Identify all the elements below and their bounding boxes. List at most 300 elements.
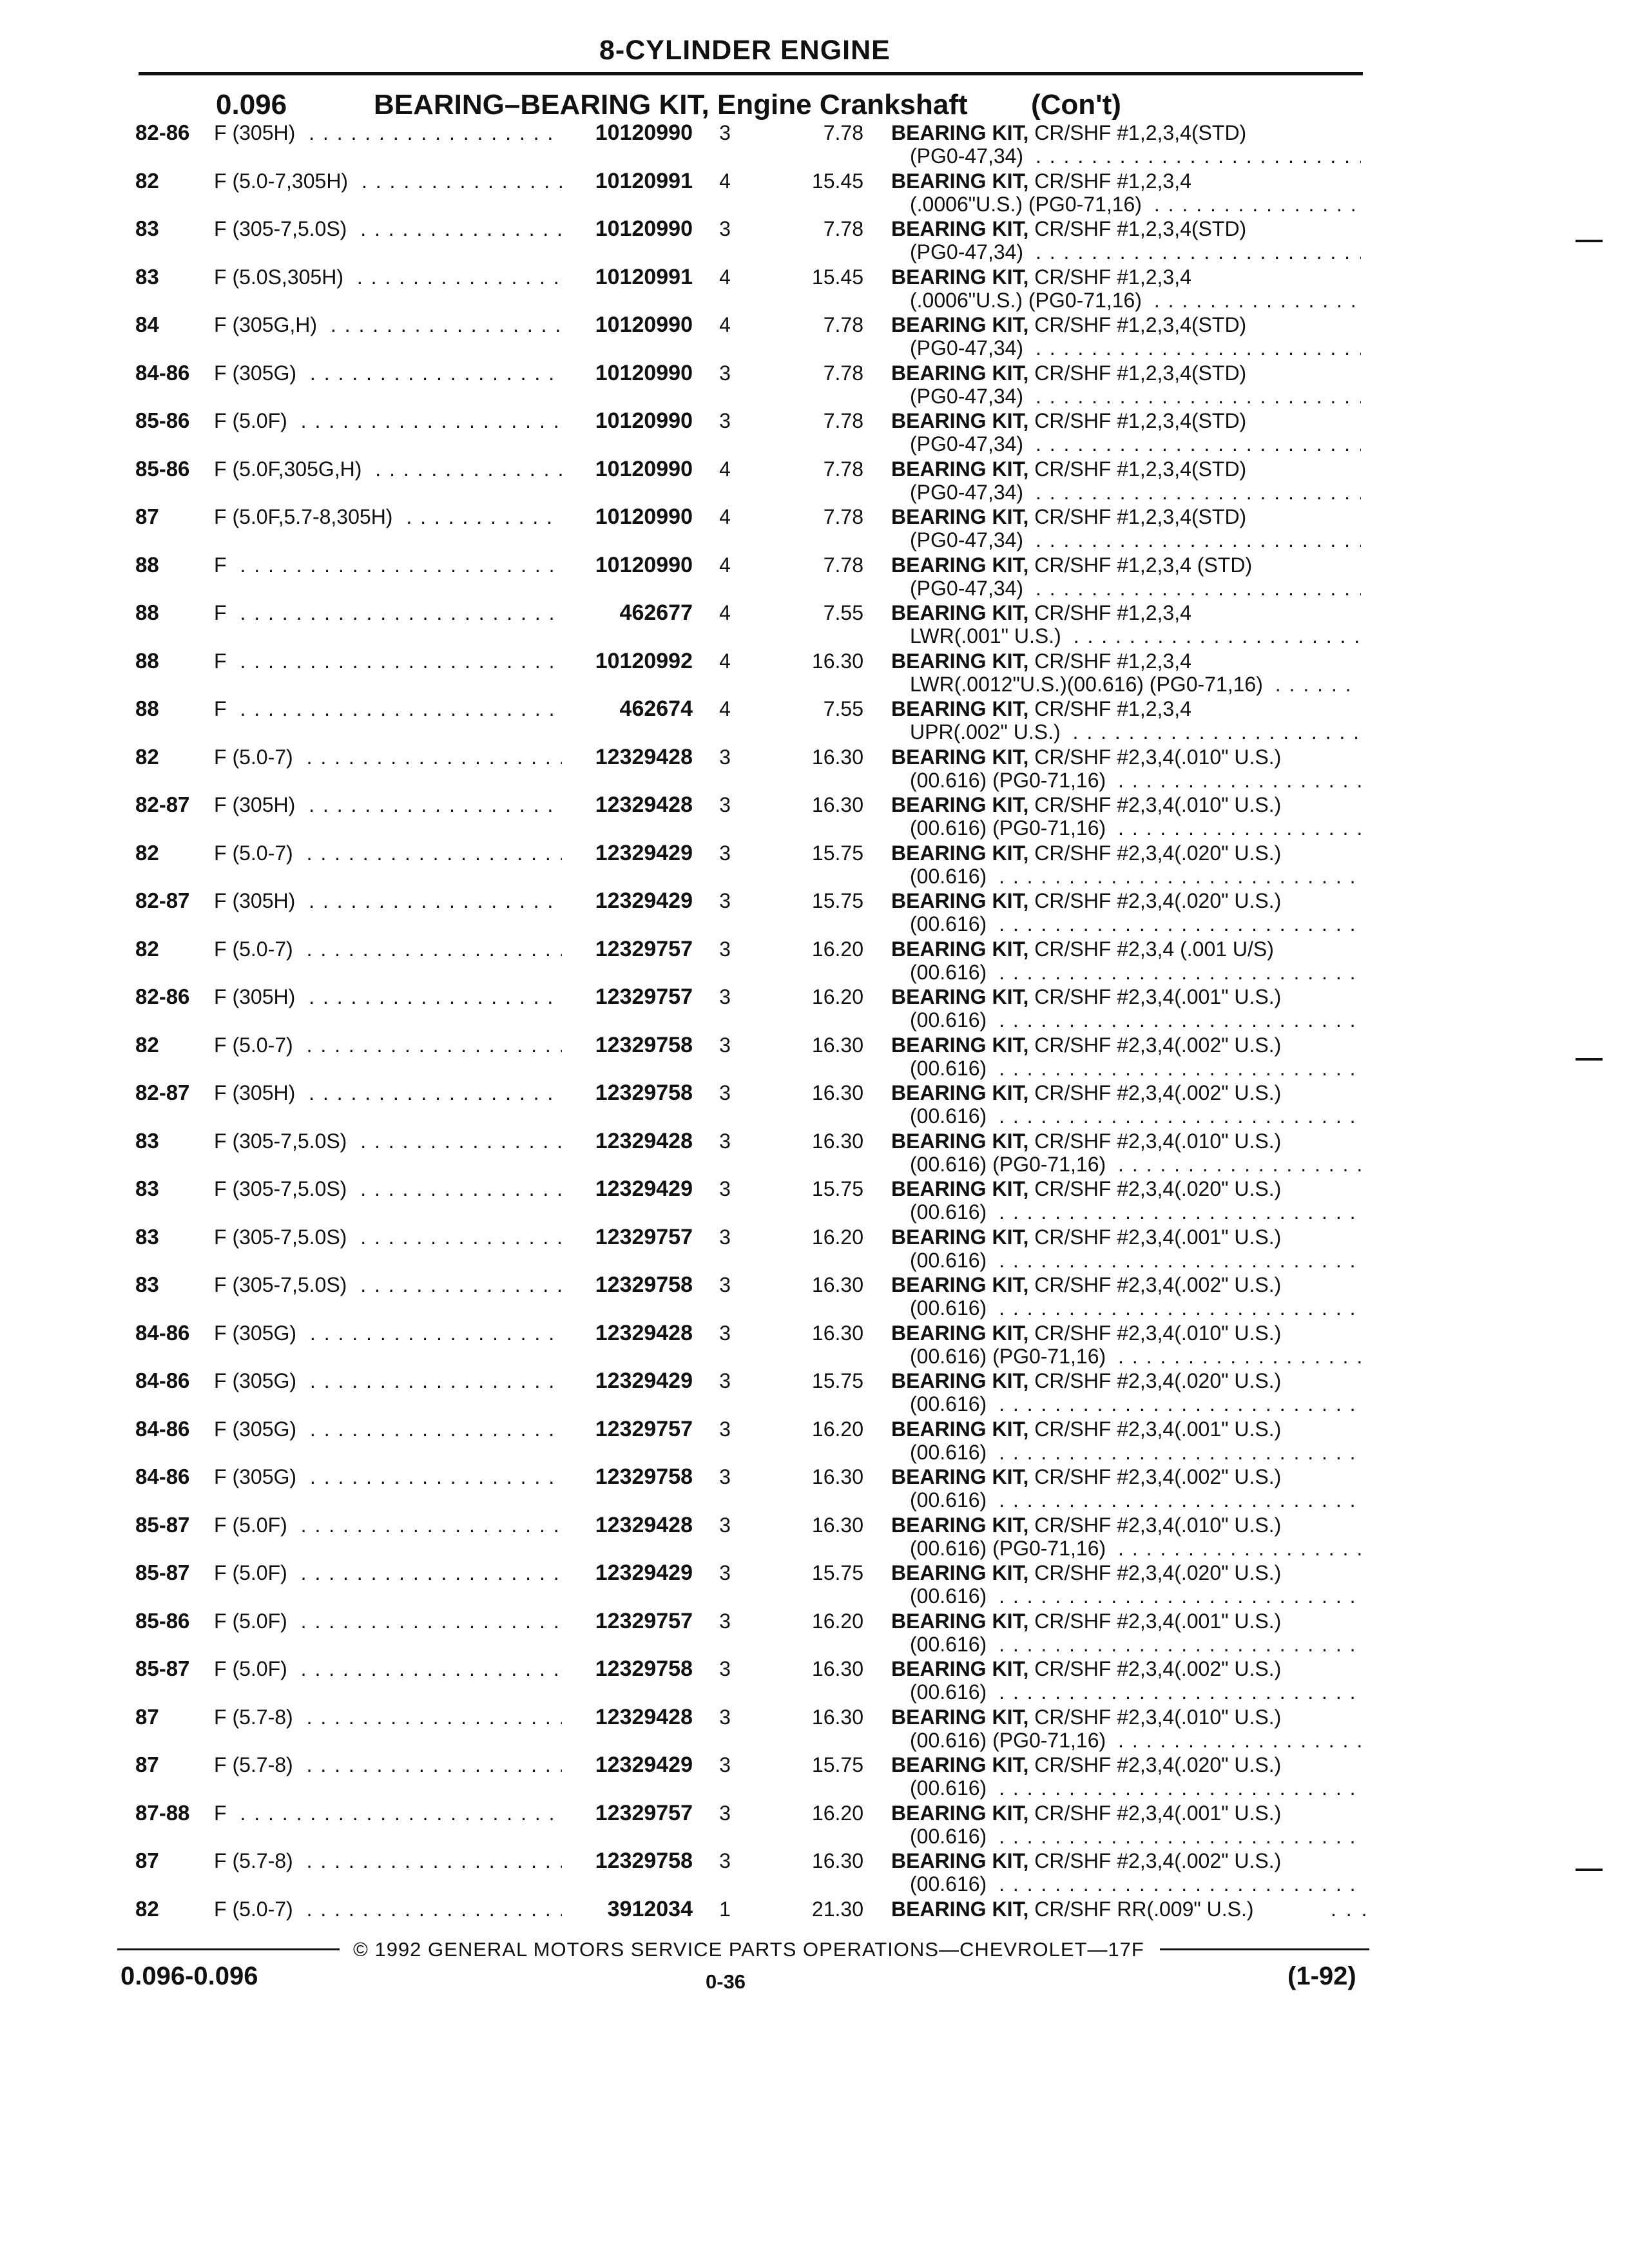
price-cell: 16.30 <box>811 1081 863 1104</box>
year-cell: 84-86 <box>135 1320 190 1345</box>
parts-row <box>0 1033 1629 1082</box>
description-continuation <box>910 577 1361 600</box>
price-cell: 16.20 <box>811 937 863 961</box>
price-cell: 15.75 <box>811 1369 863 1392</box>
year-cell: 84-86 <box>135 1369 190 1392</box>
parts-row <box>0 265 1629 314</box>
price-cell: 15.75 <box>811 841 863 865</box>
description-continuation-text: (PG0-47,34) <box>910 240 1028 264</box>
year-cell: 87 <box>135 1704 159 1729</box>
description-text: CR/SHF #2,3,4(.010" U.S.) <box>1034 1129 1282 1153</box>
model-cell-text: F (5.0F,5.7-8,305H) <box>214 505 399 528</box>
item-label: BEARING KIT, <box>891 217 1029 240</box>
description-continuation-text: (00.616) (PG0-71,16) <box>910 1729 1111 1752</box>
model-cell <box>214 1321 562 1345</box>
quantity-cell: 3 <box>719 793 731 816</box>
year-cell: 84-86 <box>135 1416 190 1441</box>
year-cell: 82 <box>135 1896 159 1921</box>
parts-row <box>0 1849 1629 1898</box>
item-label: BEARING KIT, <box>891 1513 1029 1537</box>
description-continuation <box>910 1825 1361 1848</box>
model-cell <box>214 1273 562 1296</box>
item-label: BEARING KIT, <box>891 1081 1029 1104</box>
model-cell <box>214 1225 562 1249</box>
price-cell: 15.75 <box>811 1177 863 1200</box>
description-text: CR/SHF #1,2,3,4(STD) <box>1034 409 1247 432</box>
year-cell: 83 <box>135 1128 159 1153</box>
item-label: BEARING KIT, <box>891 649 1029 673</box>
parts-row <box>0 601 1629 649</box>
parts-row <box>0 1225 1629 1274</box>
parts-row <box>0 121 1629 169</box>
description-cell <box>891 457 1246 481</box>
model-cell-text: F (5.0F) <box>214 409 294 432</box>
item-label: BEARING KIT, <box>891 313 1029 336</box>
part-number-cell: 12329757 <box>595 1224 693 1249</box>
price-cell: 16.30 <box>811 1465 863 1488</box>
description-continuation-text: (00.616) <box>910 1584 992 1608</box>
description-continuation <box>910 289 1361 312</box>
description-cell <box>891 1706 1281 1729</box>
part-number-cell: 10120990 <box>595 456 693 481</box>
year-cell: 88 <box>135 648 159 673</box>
description-cell <box>891 985 1281 1008</box>
price-cell: 16.30 <box>811 1849 863 1872</box>
quantity-cell: 3 <box>719 1801 731 1825</box>
description-continuation <box>910 1584 1361 1608</box>
parts-row <box>0 889 1629 937</box>
price-cell: 7.78 <box>823 553 863 577</box>
year-cell: 87 <box>135 1849 159 1872</box>
description-continuation-text: LWR(.001" U.S.) <box>910 624 1066 648</box>
part-number-cell: 10120992 <box>595 648 693 673</box>
year-cell: 85-86 <box>135 1608 190 1633</box>
description-continuation-text: (PG0-47,34) <box>910 432 1028 456</box>
model-cell-text: F (5.0F,305G,H) <box>214 457 368 481</box>
part-number-cell: 12329757 <box>595 1416 693 1441</box>
description-cell <box>891 1177 1281 1200</box>
item-label: BEARING KIT, <box>891 1897 1029 1921</box>
description-continuation-text: (PG0-47,34) <box>910 528 1028 552</box>
description-continuation <box>910 1249 1361 1272</box>
part-number-cell: 12329429 <box>595 1561 693 1585</box>
quantity-cell: 3 <box>719 1177 731 1200</box>
model-cell <box>214 265 562 289</box>
price-cell: 16.30 <box>811 745 863 769</box>
model-cell-text: F (305G) <box>214 361 303 385</box>
description-text: CR/SHF #2,3,4(.002" U.S.) <box>1034 1081 1282 1104</box>
description-text: CR/SHF #2,3,4 (.001 U/S) <box>1034 937 1274 961</box>
price-cell: 7.78 <box>823 457 863 481</box>
quantity-cell: 3 <box>719 841 731 865</box>
description-text: CR/SHF #2,3,4(.002" U.S.) <box>1034 1657 1282 1680</box>
quantity-cell: 3 <box>719 985 731 1008</box>
parts-row <box>0 1081 1629 1129</box>
model-cell-text: F (5.0F) <box>214 1514 294 1537</box>
price-cell: 15.75 <box>811 889 863 912</box>
description-cell <box>891 1753 1281 1776</box>
model-cell <box>214 889 562 912</box>
description-text: CR/SHF #2,3,4(.020" U.S.) <box>1034 841 1282 865</box>
price-cell: 7.55 <box>823 601 863 624</box>
year-cell: 83 <box>135 1273 159 1296</box>
footer-rule-left <box>117 1948 340 1950</box>
price-cell: 16.30 <box>811 1033 863 1057</box>
description-continuation <box>910 1441 1361 1464</box>
part-number-cell: 12329758 <box>595 1849 693 1873</box>
model-cell <box>214 1657 562 1680</box>
quantity-cell: 3 <box>719 1609 731 1633</box>
description-continuation <box>910 1296 1361 1320</box>
margin-mark <box>1576 1869 1603 1871</box>
quantity-cell: 4 <box>719 313 731 336</box>
model-cell-text: F <box>214 601 233 624</box>
description-continuation <box>910 528 1361 552</box>
title-rule <box>139 72 1363 75</box>
model-cell <box>214 217 562 240</box>
model-cell <box>214 1033 562 1057</box>
description-cell <box>891 265 1191 289</box>
description-text: CR/SHF #2,3,4(.002" U.S.) <box>1034 1273 1282 1296</box>
part-number-cell: 10120991 <box>595 264 693 289</box>
parts-row <box>0 553 1629 602</box>
description-continuation <box>910 1488 1361 1512</box>
quantity-cell: 4 <box>719 697 731 720</box>
description-continuation-text: (00.616) (PG0-71,16) <box>910 1153 1111 1176</box>
item-label: BEARING KIT, <box>891 1321 1029 1345</box>
description-text: CR/SHF #1,2,3,4(STD) <box>1034 121 1247 144</box>
model-cell-text: F (5.7-8) <box>214 1753 300 1776</box>
description-cell <box>891 409 1246 432</box>
part-number-cell: 12329428 <box>595 744 693 769</box>
section-continued: (Con't) <box>1031 89 1121 120</box>
part-number-cell: 10120990 <box>595 312 693 337</box>
part-number-cell: 12329429 <box>595 840 693 865</box>
parts-row <box>0 1369 1629 1418</box>
description-cell <box>891 1129 1281 1153</box>
model-cell <box>214 505 562 528</box>
quantity-cell: 3 <box>719 1081 731 1104</box>
part-number-cell: 10120990 <box>595 408 693 433</box>
section-number: 0.096 <box>216 89 287 120</box>
description-cell <box>891 1657 1281 1680</box>
description-continuation <box>910 144 1361 168</box>
description-continuation-text: (00.616) (PG0-71,16) <box>910 1537 1111 1560</box>
year-cell: 85-87 <box>135 1561 190 1584</box>
price-cell: 7.78 <box>823 313 863 336</box>
description-text: CR/SHF #2,3,4(.020" U.S.) <box>1034 1753 1282 1776</box>
quantity-cell: 4 <box>719 505 731 528</box>
description-continuation-text: (00.616) <box>910 1008 992 1032</box>
parts-row <box>0 1129 1629 1178</box>
model-cell-text: F (5.0-7) <box>214 745 300 769</box>
year-cell: 85-87 <box>135 1657 190 1680</box>
item-label: BEARING KIT, <box>891 1801 1029 1825</box>
parts-row <box>0 937 1629 986</box>
description-text: CR/SHF #1,2,3,4 <box>1034 265 1191 289</box>
part-number-cell: 12329429 <box>595 1177 693 1201</box>
model-cell <box>214 121 562 144</box>
description-text: CR/SHF #2,3,4(.010" U.S.) <box>1034 1705 1282 1729</box>
description-cell <box>891 1369 1281 1392</box>
description-cell <box>891 1514 1281 1537</box>
description-text: CR/SHF #2,3,4(.001" U.S.) <box>1034 1417 1282 1441</box>
model-cell-text: F (305H) <box>214 1081 302 1104</box>
description-text: CR/SHF #2,3,4(.010" U.S.) <box>1034 1321 1282 1345</box>
description-continuation <box>910 1680 1361 1704</box>
model-cell <box>214 1610 562 1633</box>
model-cell-text: F (5.0-7,305H) <box>214 169 354 193</box>
price-cell: 16.30 <box>811 793 863 816</box>
description-cell <box>891 1465 1281 1488</box>
model-cell <box>214 1802 562 1825</box>
description-cell <box>891 841 1281 865</box>
item-label: BEARING KIT, <box>891 1177 1029 1200</box>
parts-row <box>0 697 1629 745</box>
model-cell <box>214 1129 562 1153</box>
model-cell <box>214 1753 562 1776</box>
description-text: CR/SHF #2,3,4(.002" U.S.) <box>1034 1465 1282 1488</box>
quantity-cell: 3 <box>719 1705 731 1729</box>
part-number-cell: 12329757 <box>595 936 693 961</box>
item-label: BEARING KIT, <box>891 1273 1029 1296</box>
item-label: BEARING KIT, <box>891 841 1029 865</box>
quantity-cell: 3 <box>719 361 731 385</box>
description-text: CR/SHF #2,3,4(.001" U.S.) <box>1034 1801 1282 1825</box>
parts-row <box>0 841 1629 890</box>
description-text: CR/SHF #1,2,3,4(STD) <box>1034 457 1247 481</box>
parts-row <box>0 1418 1629 1466</box>
model-cell-text: F (305H) <box>214 793 302 816</box>
parts-row <box>0 409 1629 457</box>
model-cell-text: F (5.0F) <box>214 1657 294 1680</box>
description-cell <box>891 649 1191 673</box>
item-label: BEARING KIT, <box>891 937 1029 961</box>
description-text: CR/SHF #1,2,3,4(STD) <box>1034 361 1247 385</box>
description-text: CR/SHF #1,2,3,4 <box>1034 601 1191 624</box>
part-number-cell: 10120991 <box>595 168 693 193</box>
parts-row <box>0 505 1629 553</box>
model-cell-text: F (5.0F) <box>214 1610 294 1633</box>
item-label: BEARING KIT, <box>891 409 1029 432</box>
description-continuation-text: (00.616) (PG0-71,16) <box>910 1345 1111 1368</box>
description-continuation-text: (00.616) <box>910 1296 992 1320</box>
parts-row <box>0 1802 1629 1850</box>
description-cell <box>891 793 1281 816</box>
year-cell: 82-87 <box>135 889 190 912</box>
parts-row <box>0 313 1629 361</box>
model-cell-text: F (305-7,5.0S) <box>214 1225 353 1249</box>
item-label: BEARING KIT, <box>891 265 1029 289</box>
year-cell: 82-87 <box>135 1081 190 1104</box>
page-title: 8-CYLINDER ENGINE <box>599 35 891 66</box>
description-text: CR/SHF #1,2,3,4 <box>1034 169 1191 193</box>
year-cell: 82-86 <box>135 120 190 144</box>
model-cell-text: F (305-7,5.0S) <box>214 1177 353 1200</box>
description-cell <box>891 361 1246 385</box>
price-cell: 16.30 <box>811 1513 863 1537</box>
model-cell <box>214 601 562 624</box>
item-label: BEARING KIT, <box>891 697 1029 720</box>
price-cell: 15.75 <box>811 1753 863 1776</box>
year-cell: 88 <box>135 601 159 624</box>
model-cell-text: F (305G,H) <box>214 313 323 336</box>
description-text: CR/SHF #2,3,4(.001" U.S.) <box>1034 985 1282 1008</box>
item-label: BEARING KIT, <box>891 1609 1029 1633</box>
description-continuation <box>910 1537 1361 1560</box>
description-continuation <box>910 336 1361 360</box>
description-continuation <box>910 1057 1361 1080</box>
year-cell: 82-86 <box>135 985 190 1008</box>
description-text: CR/SHF #2,3,4(.020" U.S.) <box>1034 889 1282 912</box>
price-cell: 7.55 <box>823 697 863 720</box>
description-cell <box>891 601 1191 624</box>
item-label: BEARING KIT, <box>891 121 1029 144</box>
parts-row <box>0 649 1629 698</box>
price-cell: 16.30 <box>811 1273 863 1296</box>
model-cell <box>214 1465 562 1488</box>
description-text: CR/SHF #2,3,4(.001" U.S.) <box>1034 1225 1282 1249</box>
item-label: BEARING KIT, <box>891 889 1029 912</box>
item-label: BEARING KIT, <box>891 793 1029 816</box>
description-continuation <box>910 240 1361 264</box>
part-number-cell: 12329758 <box>595 1273 693 1297</box>
leader-dots: . . . <box>1331 1897 1369 1921</box>
price-cell: 16.20 <box>811 985 863 1008</box>
description-continuation-text: (00.616) <box>910 1633 992 1656</box>
description-continuation-text: (00.616) <box>910 1872 992 1896</box>
description-cell <box>891 1849 1281 1872</box>
description-cell <box>891 745 1281 769</box>
year-cell: 83 <box>135 1177 159 1200</box>
price-cell: 16.30 <box>811 1657 863 1680</box>
description-continuation-text: (00.616) <box>910 1249 992 1272</box>
description-text: CR/SHF #1,2,3,4 <box>1034 697 1191 720</box>
footer-page-number: 0-36 <box>706 1970 746 1993</box>
model-cell-text: F (5.0-7) <box>214 1898 300 1921</box>
model-cell-text: F (305-7,5.0S) <box>214 1129 353 1153</box>
item-label: BEARING KIT, <box>891 1753 1029 1776</box>
description-continuation-text: (PG0-47,34) <box>910 481 1028 504</box>
description-text: CR/SHF #2,3,4(.020" U.S.) <box>1034 1561 1282 1584</box>
part-number-cell: 12329429 <box>595 1753 693 1777</box>
description-text: CR/SHF #1,2,3,4(STD) <box>1034 217 1247 240</box>
parts-row <box>0 1465 1629 1514</box>
description-cell <box>891 1033 1281 1057</box>
quantity-cell: 4 <box>719 265 731 289</box>
description-cell <box>891 169 1191 193</box>
quantity-cell: 3 <box>719 1561 731 1584</box>
price-cell: 16.30 <box>811 1705 863 1729</box>
description-continuation <box>910 769 1361 792</box>
description-continuation <box>910 385 1361 408</box>
description-continuation <box>910 673 1361 696</box>
year-cell: 84 <box>135 312 159 336</box>
description-continuation <box>910 481 1361 504</box>
price-cell: 15.45 <box>811 169 863 193</box>
model-cell <box>214 553 562 577</box>
price-cell: 7.78 <box>823 217 863 240</box>
quantity-cell: 3 <box>719 1369 731 1392</box>
year-cell: 87 <box>135 1753 159 1776</box>
description-continuation-text: (00.616) <box>910 912 992 936</box>
description-text: CR/SHF #1,2,3,4(STD) <box>1034 313 1247 336</box>
description-continuation-text: (PG0-47,34) <box>910 144 1028 168</box>
quantity-cell: 4 <box>719 169 731 193</box>
part-number-cell: 10120990 <box>595 552 693 577</box>
model-cell-text: F <box>214 697 233 720</box>
parts-row <box>0 1610 1629 1658</box>
description-continuation-text: (00.616) (PG0-71,16) <box>910 769 1111 792</box>
quantity-cell: 3 <box>719 1849 731 1872</box>
quantity-cell: 4 <box>719 649 731 673</box>
model-cell <box>214 793 562 816</box>
model-cell <box>214 169 562 193</box>
description-continuation <box>910 1392 1361 1416</box>
price-cell: 21.30 <box>811 1897 863 1921</box>
part-number-cell: 12329758 <box>595 1657 693 1681</box>
description-cell <box>891 313 1246 336</box>
quantity-cell: 4 <box>719 601 731 624</box>
description-continuation <box>910 1200 1361 1224</box>
model-cell <box>214 409 562 432</box>
quantity-cell: 3 <box>719 1417 731 1441</box>
year-cell: 83 <box>135 264 159 289</box>
model-cell-text: F (5.0-7) <box>214 1033 300 1057</box>
year-cell: 82 <box>135 840 159 865</box>
parts-row <box>0 985 1629 1033</box>
year-cell: 82-87 <box>135 793 190 816</box>
description-continuation-text: (.0006"U.S.) (PG0-71,16) <box>910 289 1147 312</box>
description-continuation <box>910 816 1361 840</box>
model-cell <box>214 1898 562 1921</box>
parts-row <box>0 1514 1629 1562</box>
part-number-cell: 10120990 <box>595 360 693 385</box>
year-cell: 85-87 <box>135 1512 190 1537</box>
item-label: BEARING KIT, <box>891 1417 1029 1441</box>
description-text: CR/SHF #1,2,3,4 <box>1034 649 1191 673</box>
part-number-cell: 12329757 <box>595 985 693 1009</box>
description-cell <box>891 553 1252 577</box>
part-number-cell: 12329757 <box>595 1800 693 1825</box>
item-label: BEARING KIT, <box>891 361 1029 385</box>
parts-row <box>0 1177 1629 1225</box>
quantity-cell: 4 <box>719 457 731 481</box>
part-number-cell: 10120990 <box>595 120 693 145</box>
description-text: CR/SHF #2,3,4(.002" U.S.) <box>1034 1033 1282 1057</box>
year-cell: 87-88 <box>135 1800 190 1825</box>
model-cell-text: F (5.0-7) <box>214 841 300 865</box>
description-continuation-text: (00.616) (PG0-71,16) <box>910 816 1111 840</box>
model-cell-text: F (305H) <box>214 121 302 144</box>
year-cell: 83 <box>135 216 159 240</box>
quantity-cell: 3 <box>719 937 731 961</box>
model-cell <box>214 937 562 961</box>
description-text: CR/SHF #2,3,4(.002" U.S.) <box>1034 1849 1282 1872</box>
description-cell <box>891 697 1191 720</box>
model-cell <box>214 841 562 865</box>
description-continuation <box>910 961 1361 984</box>
year-cell: 87 <box>135 505 159 528</box>
part-number-cell: 10120990 <box>595 505 693 529</box>
parts-row <box>0 1561 1629 1610</box>
quantity-cell: 3 <box>719 1513 731 1537</box>
part-number-cell: 12329428 <box>595 1128 693 1153</box>
description-continuation-text: (00.616) <box>910 1057 992 1080</box>
parts-row <box>0 169 1629 218</box>
price-cell: 16.30 <box>811 649 863 673</box>
part-number-cell: 12329428 <box>595 793 693 817</box>
